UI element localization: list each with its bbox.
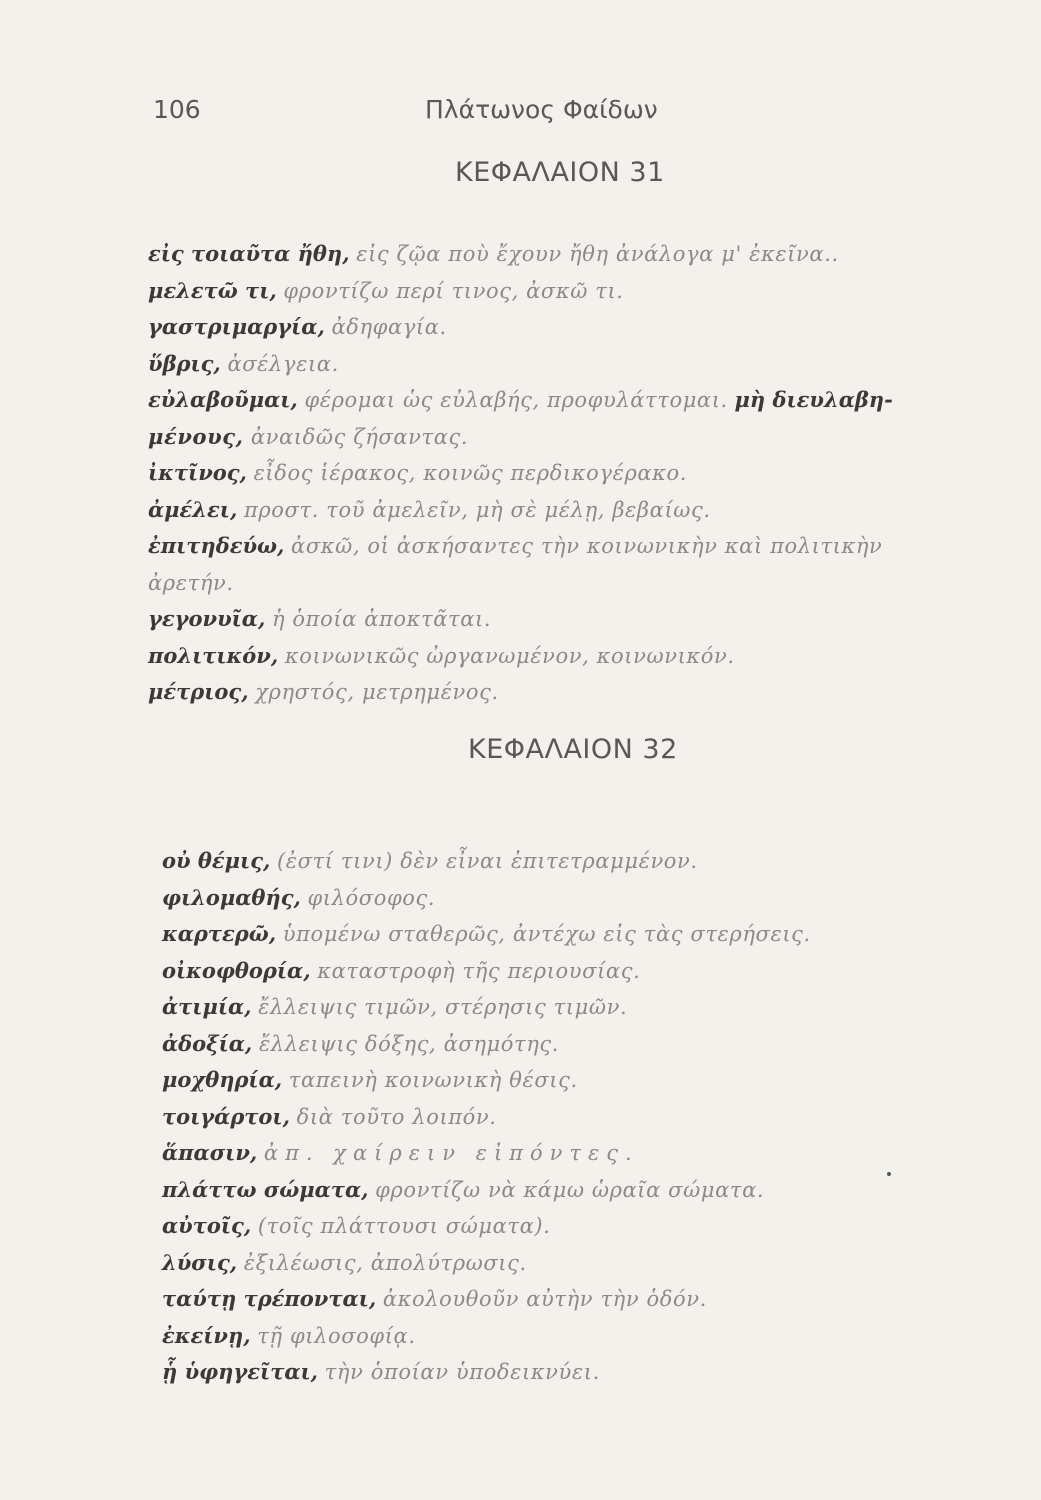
entry-gloss: ἀδηφαγία.: [331, 315, 447, 339]
ink-dot: [887, 1172, 891, 1176]
glossary-entry: [162, 1062, 1022, 1099]
glossary-entry: [148, 528, 1028, 601]
entry-gloss: ἐξιλέωσις, ἀπολύτρωσις.: [243, 1250, 527, 1275]
glossary-entry: [148, 382, 1028, 455]
entry-term: μέτριος,: [148, 679, 249, 704]
glossary-entry: [148, 492, 1028, 529]
entry-continuation: μένους, ἀναιδῶς ζήσαντας.: [148, 423, 469, 449]
glossary-entry: [148, 273, 1028, 310]
entry-gloss: ἀσέλγεια.: [227, 351, 339, 376]
entry-term: αὐτοῖς,: [162, 1213, 252, 1238]
entry-gloss: προστ. τοῦ ἀμελεῖν, μὴ σὲ μέλῃ, βεβαίως.: [243, 497, 711, 522]
glossary-entry: [148, 309, 1028, 346]
entry-gloss: τὴν ὁποίαν ὑποδεικνύει.: [324, 1360, 600, 1384]
glossary-entry: [162, 1099, 1022, 1136]
entry-term: πλάττω σώματα,: [162, 1176, 369, 1202]
entry-extra-term: μὴ διευλαβη-: [734, 387, 893, 412]
entry-gloss: ἀπ. χαίρειν εἰπόντες.: [263, 1141, 639, 1165]
entry-gloss: ἡ ὁποία ἀποκτᾶται.: [271, 607, 492, 631]
entry-gloss: διὰ τοῦτο λοιπόν.: [296, 1104, 497, 1129]
entry-gloss: φροντίζω νὰ κάμω ὡραῖα σώματα.: [375, 1177, 765, 1202]
entry-term: τοιγάρτοι,: [162, 1103, 290, 1129]
glossary-entry: [162, 1172, 1022, 1209]
entry-term: φιλομαθής,: [162, 884, 301, 910]
glossary-entry: [162, 1354, 1022, 1391]
entry-gloss: (ἐστί τινι) δὲν εἶναι ἐπιτετραμμένον.: [276, 849, 698, 873]
entry-gloss: ὑπομένω σταθερῶς, ἀντέχω εἰς τὰς στερήσεις.: [282, 922, 811, 946]
entry-term: εὐλαβοῦμαι,: [148, 387, 298, 412]
chapter-heading-31: ΚΕΦΑΛΑΙΟΝ 31: [455, 157, 665, 188]
glossary-entry: [162, 843, 1022, 880]
entry-gloss: (τοῖς πλάττουσι σώματα).: [257, 1214, 551, 1238]
entry-term: ἀμέλει,: [148, 496, 238, 522]
entry-gloss: καταστροφὴ τῆς περιουσίας.: [317, 958, 641, 983]
entry-term: ἐκείνῃ,: [162, 1322, 251, 1348]
entry-gloss: εἶδος ἱέρακος, κοινῶς περδικογέρακο.: [253, 461, 688, 485]
glossary-entry: [148, 346, 1028, 383]
entry-continuation: ἀρετήν.: [148, 570, 234, 595]
glossary-entry: [148, 601, 1028, 638]
glossary-list-31: [148, 236, 1028, 711]
entry-gloss: τῇ φιλοσοφίᾳ.: [257, 1323, 416, 1348]
entry-term: γεγονυῖα,: [148, 606, 266, 631]
entry-term: ἰκτῖνος,: [148, 460, 247, 485]
entry-term: ἀτιμία,: [162, 994, 252, 1019]
glossary-entry: [162, 1208, 1022, 1245]
glossary-entry: [148, 674, 1028, 711]
entry-term-continuation: μένους,: [148, 423, 244, 449]
entry-term: ἅπασιν,: [162, 1140, 258, 1165]
page-number: 106: [153, 95, 201, 124]
entry-gloss: ταπεινὴ κοινωνικὴ θέσις.: [288, 1068, 578, 1092]
glossary-entry: [162, 1135, 1022, 1172]
entry-gloss: εἰς ζῷα ποὺ ἔχουν ἤθη ἀνάλογα μ' ἐκεῖνα..: [356, 242, 839, 266]
entry-gloss: φιλόσοφος.: [307, 885, 436, 910]
entry-term: ἐπιτηδεύω,: [148, 533, 285, 558]
entry-term: ἀδοξία,: [162, 1030, 253, 1056]
entry-term: καρτερῶ,: [162, 921, 277, 946]
glossary-entry: [148, 236, 1028, 273]
glossary-entry: [162, 880, 1022, 917]
running-title: Πλάτωνος Φαίδων: [425, 95, 658, 124]
entry-term: μελετῶ τι,: [148, 277, 277, 303]
glossary-entry: [148, 455, 1028, 492]
entry-term: ὕβρις,: [148, 350, 221, 376]
entry-term: πολιτικόν,: [148, 642, 279, 668]
entry-term: γαστριμαργία,: [148, 314, 325, 339]
glossary-entry: [162, 1026, 1022, 1063]
entry-term: ᾗ ὑφηγεῖται,: [162, 1359, 318, 1384]
glossary-entry: [162, 1281, 1022, 1318]
entry-gloss: κοινωνικῶς ὠργανωμένον, κοινωνικόν.: [284, 643, 735, 668]
entry-gloss: φέρομαι ὡς εὐλαβής, προφυλάττομαι.: [304, 388, 728, 412]
entry-term: ταύτῃ τρέπονται,: [162, 1286, 377, 1311]
glossary-list-32: [162, 843, 1022, 1391]
entry-gloss: ἀκολουθοῦν αὐτὴν τὴν ὁδόν.: [382, 1287, 707, 1311]
entry-gloss: χρηστός, μετρημένος.: [255, 680, 499, 704]
entry-term: μοχθηρία,: [162, 1067, 283, 1092]
entry-term: εἰς τοιαῦτα ἤθη,: [148, 241, 350, 266]
entry-term: λύσις,: [162, 1249, 238, 1275]
glossary-entry: [162, 953, 1022, 990]
chapter-heading-32: ΚΕΦΑΛΑΙΟΝ 32: [468, 734, 678, 765]
glossary-entry: [162, 916, 1022, 953]
entry-gloss: ἔλλειψις δόξης, ἀσημότης.: [258, 1031, 560, 1056]
glossary-entry: [162, 989, 1022, 1026]
entry-term: οὐ θέμις,: [162, 848, 271, 873]
entry-term: οἰκοφθορία,: [162, 957, 311, 983]
glossary-entry: [162, 1318, 1022, 1355]
entry-gloss: ἔλλειψις τιμῶν, στέρησις τιμῶν.: [258, 995, 628, 1019]
glossary-entry: [148, 638, 1028, 675]
glossary-entry: [162, 1245, 1022, 1282]
entry-gloss: φροντίζω περί τινος, ἀσκῶ τι.: [283, 278, 624, 303]
entry-gloss: ἀσκῶ, οἱ ἀσκήσαντες τὴν κοινωνικὴν καὶ πολιτικὴν: [291, 534, 883, 558]
